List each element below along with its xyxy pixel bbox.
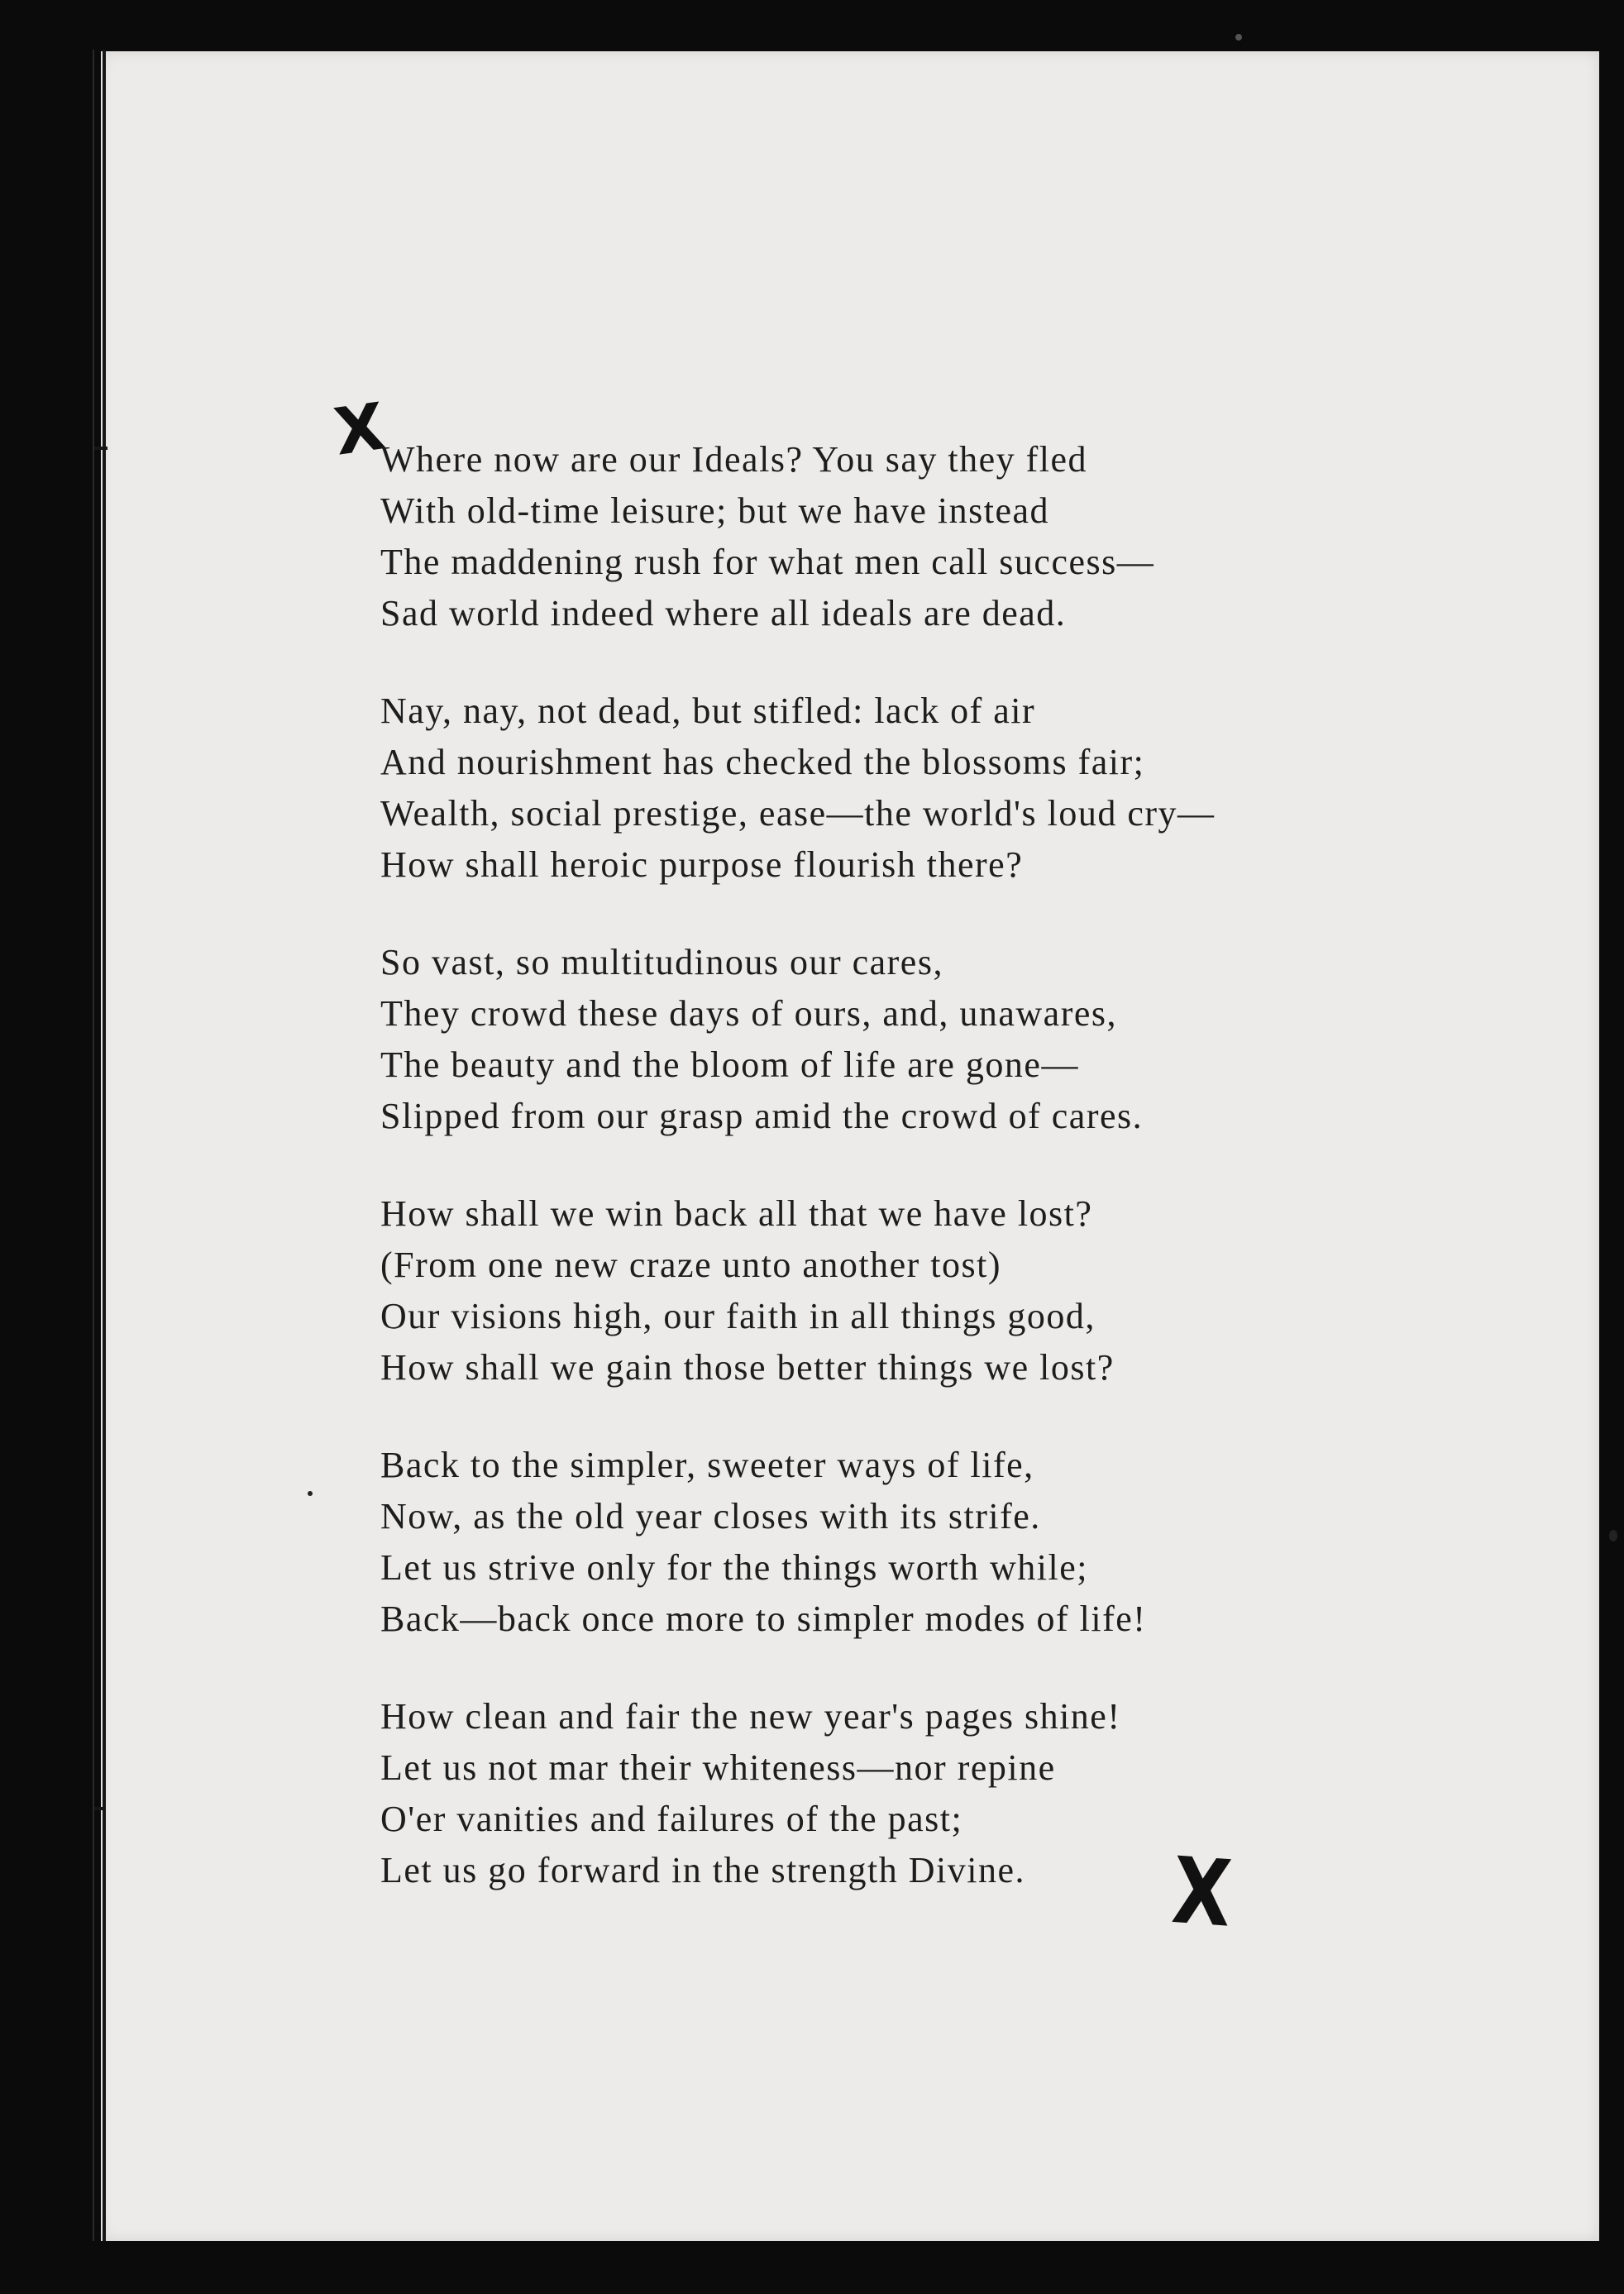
binding-tick [94, 1807, 104, 1810]
stanza [380, 1188, 1455, 1393]
poem-line: Let us go forward in the strength Divine. [380, 1850, 1026, 1890]
stanza [380, 1440, 1455, 1645]
ink-speck [1235, 34, 1242, 41]
poem-line: Nay, nay, not dead, but stifled: lack of air [380, 691, 1036, 731]
poem-line: How shall heroic purpose flourish there? [380, 844, 1024, 885]
binding-edge [93, 50, 94, 2241]
handwritten-x-mark-bottom: X [1168, 1837, 1235, 1948]
stanza [380, 937, 1455, 1142]
stanza [380, 1691, 1455, 1896]
poem-line: Let us not mar their whiteness—nor repine [380, 1747, 1056, 1788]
poem-line: Wealth, social prestige, ease—the world's loud cry— [380, 793, 1216, 834]
stanza [380, 686, 1455, 891]
poem-line: So vast, so multitudinous our cares, [380, 942, 943, 982]
poem-line: O'er vanities and failures of the past; [380, 1799, 963, 1839]
poem-line: They crowd these days of ours, and, unawares, [380, 993, 1118, 1034]
poem-line: Sad world indeed where all ideals are dead. [380, 593, 1067, 633]
poem-line: How shall we win back all that we have lost? [380, 1193, 1093, 1234]
binding-rule [103, 50, 106, 2241]
poem-line: The maddening rush for what men call success— [380, 542, 1155, 582]
ink-speck [308, 1491, 313, 1496]
binding-tick [94, 447, 107, 450]
poem-line: How clean and fair the new year's pages shine! [380, 1696, 1121, 1737]
poem [380, 434, 1455, 1943]
poem-line: Slipped from our grasp amid the crowd of cares. [380, 1096, 1144, 1136]
poem-line: Back—back once more to simpler modes of life! [380, 1599, 1147, 1639]
ink-speck [1609, 1530, 1617, 1541]
poem-line: Where now are our Ideals? You say they fled [380, 439, 1088, 480]
poem-line: Back to the simpler, sweeter ways of life, [380, 1445, 1034, 1485]
poem-line: How shall we gain those better things we lost? [380, 1347, 1115, 1388]
poem-line: With old-time leisure; but we have instead [380, 490, 1050, 531]
poem-line: Our visions high, our faith in all things good, [380, 1296, 1096, 1336]
poem-line: Let us strive only for the things worth while; [380, 1547, 1088, 1588]
handwritten-x-mark-top: X [330, 390, 390, 471]
poem-line: Now, as the old year closes with its strife. [380, 1496, 1041, 1537]
poem-line: (From one new craze unto another tost) [380, 1245, 1001, 1285]
poem-line: The beauty and the bloom of life are gone— [380, 1044, 1079, 1085]
poem-line: And nourishment has checked the blossoms fair; [380, 742, 1145, 782]
stanza [380, 434, 1455, 639]
